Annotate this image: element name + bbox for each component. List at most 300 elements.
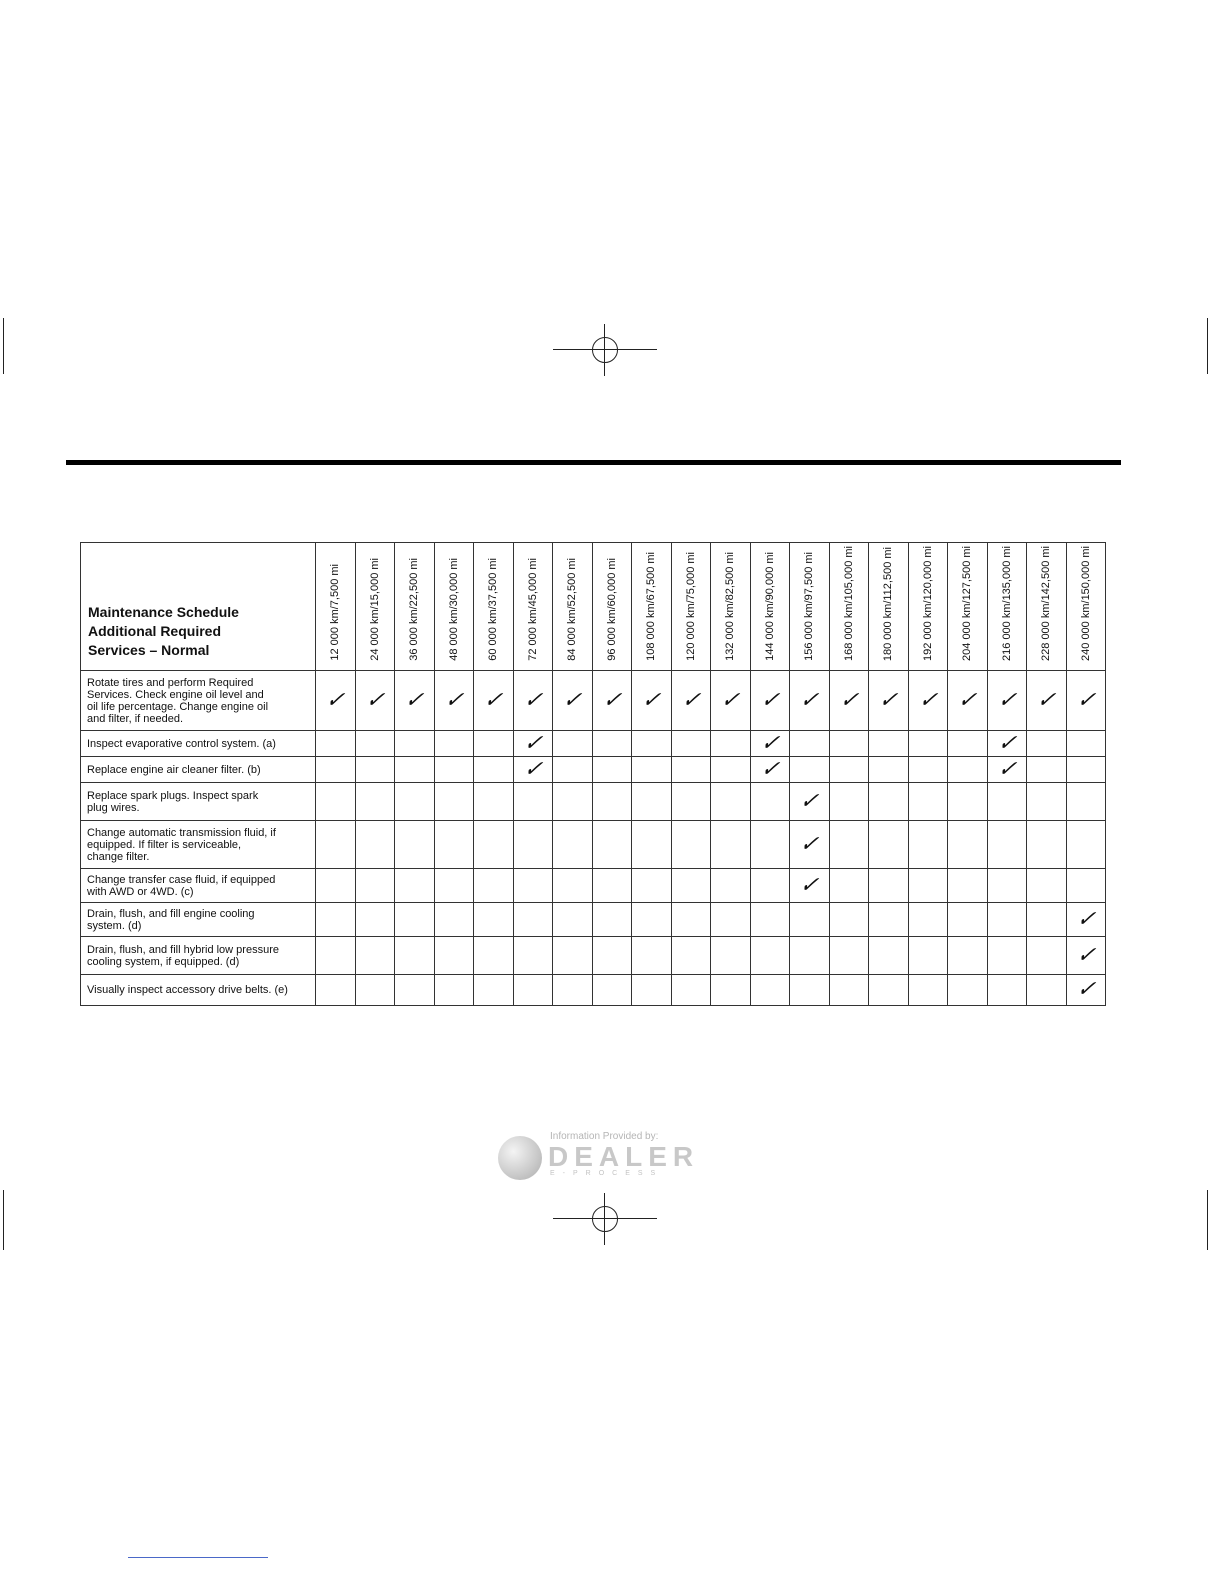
mileage-label: 120 000 km/75,000 mi bbox=[684, 552, 697, 661]
schedule-cell bbox=[1066, 869, 1106, 903]
schedule-cell bbox=[869, 975, 909, 1006]
schedule-cell bbox=[316, 671, 356, 731]
schedule-cell bbox=[592, 903, 632, 937]
schedule-cell bbox=[1066, 783, 1106, 821]
schedule-cell bbox=[632, 937, 672, 975]
schedule-cell bbox=[434, 821, 474, 869]
schedule-cell bbox=[711, 869, 751, 903]
mileage-header bbox=[987, 543, 1027, 671]
service-description bbox=[81, 975, 316, 1006]
schedule-cell bbox=[671, 869, 711, 903]
checkmark-icon: ✓ bbox=[995, 756, 1018, 782]
schedule-cell bbox=[434, 757, 474, 783]
schedule-cell bbox=[671, 757, 711, 783]
mileage-header bbox=[434, 543, 474, 671]
schedule-cell bbox=[987, 869, 1027, 903]
checkmark-icon: ✓ bbox=[600, 687, 623, 713]
schedule-cell bbox=[592, 731, 632, 757]
table-body bbox=[81, 671, 1106, 1006]
schedule-cell bbox=[1066, 757, 1106, 783]
service-line: Replace engine air cleaner filter. (b) bbox=[87, 763, 261, 776]
schedule-cell bbox=[948, 903, 988, 937]
checkmark-icon: ✓ bbox=[758, 730, 781, 756]
table-row bbox=[81, 671, 1106, 731]
registration-mark-top bbox=[553, 324, 657, 376]
mileage-header bbox=[395, 543, 435, 671]
schedule-cell bbox=[632, 757, 672, 783]
schedule-cell bbox=[632, 821, 672, 869]
schedule-cell bbox=[474, 757, 514, 783]
mileage-header bbox=[750, 543, 790, 671]
schedule-cell bbox=[671, 671, 711, 731]
checkmark-icon: ✓ bbox=[482, 687, 505, 713]
schedule-cell bbox=[750, 821, 790, 869]
globe-logo-icon bbox=[498, 1136, 542, 1180]
schedule-cell bbox=[474, 671, 514, 731]
table-row bbox=[81, 757, 1106, 783]
mileage-label: 168 000 km/105,000 mi bbox=[842, 546, 855, 661]
schedule-cell bbox=[711, 757, 751, 783]
schedule-cell bbox=[790, 869, 830, 903]
schedule-cell bbox=[632, 869, 672, 903]
schedule-cell bbox=[553, 869, 593, 903]
schedule-cell bbox=[1066, 975, 1106, 1006]
schedule-cell bbox=[948, 869, 988, 903]
mileage-label: 144 000 km/90,000 mi bbox=[763, 552, 776, 661]
table-title-line: Services – Normal bbox=[88, 642, 210, 658]
schedule-cell bbox=[908, 937, 948, 975]
schedule-cell bbox=[395, 731, 435, 757]
schedule-cell bbox=[395, 821, 435, 869]
mileage-header bbox=[829, 543, 869, 671]
mileage-header bbox=[790, 543, 830, 671]
schedule-cell bbox=[1027, 783, 1067, 821]
schedule-cell bbox=[671, 731, 711, 757]
checkmark-icon: ✓ bbox=[956, 687, 979, 713]
schedule-cell bbox=[790, 821, 830, 869]
schedule-cell bbox=[790, 903, 830, 937]
schedule-cell bbox=[553, 671, 593, 731]
checkmark-icon: ✓ bbox=[640, 687, 663, 713]
schedule-cell bbox=[671, 937, 711, 975]
schedule-cell bbox=[316, 821, 356, 869]
mileage-label: 12 000 km/7,500 mi bbox=[329, 564, 342, 661]
service-line: plug wires. bbox=[87, 801, 140, 814]
schedule-cell bbox=[474, 975, 514, 1006]
table-title bbox=[81, 543, 316, 671]
schedule-cell bbox=[316, 731, 356, 757]
schedule-cell bbox=[316, 937, 356, 975]
schedule-cell bbox=[1027, 903, 1067, 937]
schedule-cell bbox=[395, 783, 435, 821]
schedule-cell bbox=[355, 731, 395, 757]
schedule-cell bbox=[790, 975, 830, 1006]
crop-mark-left-top bbox=[3, 318, 4, 374]
schedule-cell bbox=[750, 731, 790, 757]
schedule-cell bbox=[671, 975, 711, 1006]
schedule-cell bbox=[908, 671, 948, 731]
crop-mark-right-top bbox=[1207, 318, 1208, 374]
mileage-header bbox=[553, 543, 593, 671]
mileage-label: 24 000 km/15,000 mi bbox=[368, 558, 381, 661]
schedule-cell bbox=[948, 975, 988, 1006]
schedule-cell bbox=[908, 757, 948, 783]
service-line: Change automatic transmission fluid, if bbox=[87, 826, 276, 839]
schedule-cell bbox=[355, 903, 395, 937]
schedule-cell bbox=[869, 671, 909, 731]
table-row bbox=[81, 783, 1106, 821]
schedule-cell bbox=[908, 783, 948, 821]
schedule-cell bbox=[750, 869, 790, 903]
service-line: Inspect evaporative control system. (a) bbox=[87, 737, 276, 750]
schedule-cell bbox=[987, 783, 1027, 821]
schedule-cell bbox=[434, 903, 474, 937]
schedule-cell bbox=[1027, 937, 1067, 975]
schedule-cell bbox=[790, 783, 830, 821]
checkmark-icon: ✓ bbox=[798, 831, 821, 857]
mileage-label: 204 000 km/127,500 mi bbox=[961, 546, 974, 661]
schedule-cell bbox=[711, 671, 751, 731]
service-line: Visually inspect accessory drive belts. (e) bbox=[87, 984, 288, 996]
schedule-cell bbox=[395, 757, 435, 783]
schedule-cell bbox=[750, 975, 790, 1006]
schedule-cell bbox=[711, 937, 751, 975]
service-line: Rotate tires and perform Required bbox=[87, 676, 254, 689]
schedule-cell bbox=[829, 757, 869, 783]
schedule-cell bbox=[355, 671, 395, 731]
service-line: Change transfer case fluid, if equipped bbox=[87, 873, 276, 886]
schedule-cell bbox=[790, 757, 830, 783]
schedule-cell bbox=[434, 671, 474, 731]
schedule-cell bbox=[592, 821, 632, 869]
schedule-cell bbox=[1027, 821, 1067, 869]
checkmark-icon: ✓ bbox=[324, 687, 347, 713]
checkmark-icon: ✓ bbox=[403, 687, 426, 713]
checkmark-icon: ✓ bbox=[442, 687, 465, 713]
schedule-cell bbox=[355, 757, 395, 783]
service-line: Drain, flush, and fill hybrid low pressure bbox=[87, 943, 279, 956]
watermark-brand: DEALER bbox=[548, 1141, 700, 1172]
schedule-cell bbox=[790, 671, 830, 731]
schedule-cell bbox=[948, 783, 988, 821]
mileage-header bbox=[474, 543, 514, 671]
schedule-cell bbox=[316, 903, 356, 937]
schedule-cell bbox=[829, 975, 869, 1006]
service-line: Replace spark plugs. Inspect spark bbox=[87, 789, 259, 802]
service-description bbox=[81, 757, 316, 783]
checkmark-icon: ✓ bbox=[758, 687, 781, 713]
checkmark-icon: ✓ bbox=[798, 788, 821, 814]
checkmark-icon: ✓ bbox=[758, 756, 781, 782]
schedule-cell bbox=[987, 903, 1027, 937]
mileage-label: 72 000 km/45,000 mi bbox=[526, 558, 539, 661]
mileage-header bbox=[316, 543, 356, 671]
table-title-line: Additional Required bbox=[88, 623, 221, 639]
schedule-cell bbox=[869, 783, 909, 821]
checkmark-icon: ✓ bbox=[719, 687, 742, 713]
schedule-cell bbox=[948, 821, 988, 869]
schedule-cell bbox=[632, 903, 672, 937]
mileage-header bbox=[1027, 543, 1067, 671]
schedule-cell bbox=[1066, 731, 1106, 757]
schedule-cell bbox=[474, 937, 514, 975]
table-row bbox=[81, 731, 1106, 757]
schedule-cell bbox=[750, 757, 790, 783]
table-row bbox=[81, 821, 1106, 869]
schedule-cell bbox=[829, 671, 869, 731]
checkmark-icon: ✓ bbox=[363, 687, 386, 713]
schedule-cell bbox=[395, 671, 435, 731]
schedule-cell bbox=[1027, 671, 1067, 731]
mileage-header bbox=[592, 543, 632, 671]
service-description bbox=[81, 731, 316, 757]
schedule-cell bbox=[750, 937, 790, 975]
checkmark-icon: ✓ bbox=[521, 730, 544, 756]
checkmark-icon: ✓ bbox=[1074, 687, 1097, 713]
schedule-cell bbox=[355, 869, 395, 903]
schedule-cell bbox=[987, 671, 1027, 731]
schedule-cell bbox=[632, 975, 672, 1006]
crop-mark-right-bottom bbox=[1207, 1190, 1208, 1250]
service-line: oil life percentage. Change engine oil bbox=[87, 700, 269, 713]
header-rule bbox=[66, 460, 1121, 465]
mileage-header bbox=[711, 543, 751, 671]
schedule-cell bbox=[553, 821, 593, 869]
checkmark-icon: ✓ bbox=[916, 687, 939, 713]
schedule-cell bbox=[908, 903, 948, 937]
schedule-cell bbox=[987, 821, 1027, 869]
schedule-cell bbox=[553, 903, 593, 937]
schedule-cell bbox=[869, 869, 909, 903]
schedule-cell bbox=[750, 783, 790, 821]
schedule-cell bbox=[513, 975, 553, 1006]
registration-mark-bottom bbox=[553, 1193, 657, 1245]
schedule-cell bbox=[711, 975, 751, 1006]
mileage-header bbox=[671, 543, 711, 671]
checkmark-icon: ✓ bbox=[995, 687, 1018, 713]
schedule-cell bbox=[1066, 821, 1106, 869]
schedule-cell bbox=[869, 821, 909, 869]
mileage-label: 84 000 km/52,500 mi bbox=[566, 558, 579, 661]
maintenance-schedule-table bbox=[80, 542, 1106, 1006]
footer-link-underline[interactable] bbox=[128, 1557, 268, 1558]
service-description bbox=[81, 869, 316, 903]
schedule-cell bbox=[908, 975, 948, 1006]
schedule-cell bbox=[513, 757, 553, 783]
schedule-cell bbox=[1027, 757, 1067, 783]
schedule-cell bbox=[474, 869, 514, 903]
watermark-caption: Information Provided by: bbox=[550, 1131, 659, 1142]
schedule-cell bbox=[632, 783, 672, 821]
crop-mark-left-bottom bbox=[3, 1190, 4, 1250]
checkmark-icon: ✓ bbox=[521, 756, 544, 782]
mileage-label: 132 000 km/82,500 mi bbox=[724, 552, 737, 661]
schedule-cell bbox=[316, 783, 356, 821]
mileage-label: 96 000 km/60,000 mi bbox=[605, 558, 618, 661]
schedule-cell bbox=[355, 821, 395, 869]
schedule-cell bbox=[987, 937, 1027, 975]
schedule-cell bbox=[711, 821, 751, 869]
schedule-cell bbox=[1027, 869, 1067, 903]
schedule-cell bbox=[908, 869, 948, 903]
mileage-label: 216 000 km/135,000 mi bbox=[1000, 546, 1013, 661]
schedule-cell bbox=[592, 757, 632, 783]
table-row bbox=[81, 937, 1106, 975]
checkmark-icon: ✓ bbox=[798, 687, 821, 713]
schedule-cell bbox=[474, 903, 514, 937]
schedule-cell bbox=[790, 937, 830, 975]
checkmark-icon: ✓ bbox=[995, 730, 1018, 756]
schedule-cell bbox=[513, 731, 553, 757]
schedule-cell bbox=[829, 903, 869, 937]
checkmark-icon: ✓ bbox=[877, 687, 900, 713]
service-line: Drain, flush, and fill engine cooling bbox=[87, 907, 255, 920]
checkmark-icon: ✓ bbox=[1035, 687, 1058, 713]
schedule-cell bbox=[987, 731, 1027, 757]
service-line: with AWD or 4WD. (c) bbox=[87, 885, 194, 898]
table-row bbox=[81, 903, 1106, 937]
service-line: system. (d) bbox=[87, 919, 142, 932]
mileage-label: 240 000 km/150,000 mi bbox=[1079, 546, 1092, 661]
schedule-cell bbox=[908, 821, 948, 869]
schedule-cell bbox=[592, 975, 632, 1006]
table-row bbox=[81, 869, 1106, 903]
schedule-cell bbox=[553, 975, 593, 1006]
service-line: equipped. If filter is serviceable, bbox=[87, 838, 242, 851]
schedule-cell bbox=[592, 937, 632, 975]
service-description bbox=[81, 903, 316, 937]
schedule-cell bbox=[553, 731, 593, 757]
schedule-cell bbox=[474, 731, 514, 757]
mileage-header bbox=[513, 543, 553, 671]
checkmark-icon: ✓ bbox=[679, 687, 702, 713]
checkmark-icon: ✓ bbox=[521, 687, 544, 713]
service-line: cooling system, if equipped. (d) bbox=[87, 955, 240, 968]
schedule-cell bbox=[355, 783, 395, 821]
checkmark-icon: ✓ bbox=[1074, 906, 1097, 932]
schedule-cell bbox=[987, 975, 1027, 1006]
schedule-cell bbox=[829, 821, 869, 869]
schedule-cell bbox=[1066, 937, 1106, 975]
mileage-header bbox=[869, 543, 909, 671]
schedule-cell bbox=[474, 783, 514, 821]
schedule-cell bbox=[750, 671, 790, 731]
schedule-cell bbox=[790, 731, 830, 757]
mileage-label: 192 000 km/120,000 mi bbox=[921, 546, 934, 661]
checkmark-icon: ✓ bbox=[1074, 977, 1097, 1002]
schedule-cell bbox=[948, 671, 988, 731]
schedule-cell bbox=[513, 821, 553, 869]
mileage-label: 228 000 km/142,500 mi bbox=[1040, 546, 1053, 661]
schedule-cell bbox=[750, 903, 790, 937]
schedule-cell bbox=[829, 783, 869, 821]
schedule-cell bbox=[513, 671, 553, 731]
schedule-cell bbox=[829, 937, 869, 975]
schedule-cell bbox=[671, 903, 711, 937]
schedule-cell bbox=[553, 783, 593, 821]
schedule-cell bbox=[316, 975, 356, 1006]
mileage-header bbox=[632, 543, 672, 671]
schedule-cell bbox=[829, 731, 869, 757]
mileage-label: 60 000 km/37,500 mi bbox=[487, 558, 500, 661]
service-description bbox=[81, 783, 316, 821]
mileage-header bbox=[948, 543, 988, 671]
schedule-cell bbox=[553, 937, 593, 975]
schedule-cell bbox=[434, 731, 474, 757]
schedule-cell bbox=[671, 821, 711, 869]
schedule-cell bbox=[671, 783, 711, 821]
schedule-cell bbox=[711, 903, 751, 937]
schedule-cell bbox=[513, 869, 553, 903]
schedule-cell bbox=[869, 903, 909, 937]
mileage-label: 36 000 km/22,500 mi bbox=[408, 558, 421, 661]
schedule-cell bbox=[632, 671, 672, 731]
schedule-cell bbox=[474, 821, 514, 869]
schedule-cell bbox=[316, 757, 356, 783]
table-header-row bbox=[81, 543, 1106, 671]
schedule-cell bbox=[632, 731, 672, 757]
checkmark-icon: ✓ bbox=[1074, 942, 1097, 968]
schedule-cell bbox=[987, 757, 1027, 783]
schedule-cell bbox=[553, 757, 593, 783]
schedule-cell bbox=[908, 731, 948, 757]
schedule-cell bbox=[1066, 671, 1106, 731]
dealer-eprocess-watermark bbox=[498, 1128, 708, 1188]
mileage-header bbox=[908, 543, 948, 671]
schedule-cell bbox=[948, 757, 988, 783]
schedule-cell bbox=[711, 731, 751, 757]
schedule-cell bbox=[316, 869, 356, 903]
schedule-cell bbox=[434, 975, 474, 1006]
schedule-cell bbox=[1027, 731, 1067, 757]
schedule-cell bbox=[869, 937, 909, 975]
service-description bbox=[81, 671, 316, 731]
checkmark-icon: ✓ bbox=[837, 687, 860, 713]
schedule-cell bbox=[355, 975, 395, 1006]
watermark-subtitle: E-PROCESS bbox=[550, 1170, 664, 1177]
mileage-header bbox=[355, 543, 395, 671]
service-line: change filter. bbox=[87, 850, 150, 863]
schedule-cell bbox=[513, 903, 553, 937]
schedule-cell bbox=[513, 937, 553, 975]
schedule-cell bbox=[948, 731, 988, 757]
schedule-cell bbox=[395, 975, 435, 1006]
schedule-cell bbox=[869, 731, 909, 757]
schedule-cell bbox=[395, 937, 435, 975]
mileage-label: 180 000 km/112,500 mi bbox=[882, 546, 895, 661]
schedule-cell bbox=[829, 869, 869, 903]
schedule-cell bbox=[592, 869, 632, 903]
schedule-cell bbox=[395, 869, 435, 903]
schedule-cell bbox=[1066, 903, 1106, 937]
schedule-cell bbox=[948, 937, 988, 975]
schedule-cell bbox=[592, 671, 632, 731]
schedule-cell bbox=[1027, 975, 1067, 1006]
schedule-cell bbox=[711, 783, 751, 821]
schedule-cell bbox=[395, 903, 435, 937]
checkmark-icon: ✓ bbox=[561, 687, 584, 713]
schedule-cell bbox=[869, 757, 909, 783]
schedule-cell bbox=[592, 783, 632, 821]
schedule-cell bbox=[434, 937, 474, 975]
schedule-cell bbox=[513, 783, 553, 821]
service-line: Services. Check engine oil level and bbox=[87, 688, 264, 701]
mileage-label: 108 000 km/67,500 mi bbox=[645, 552, 658, 661]
schedule-cell bbox=[434, 869, 474, 903]
mileage-header bbox=[1066, 543, 1106, 671]
service-description bbox=[81, 821, 316, 869]
mileage-label: 156 000 km/97,500 mi bbox=[803, 552, 816, 661]
